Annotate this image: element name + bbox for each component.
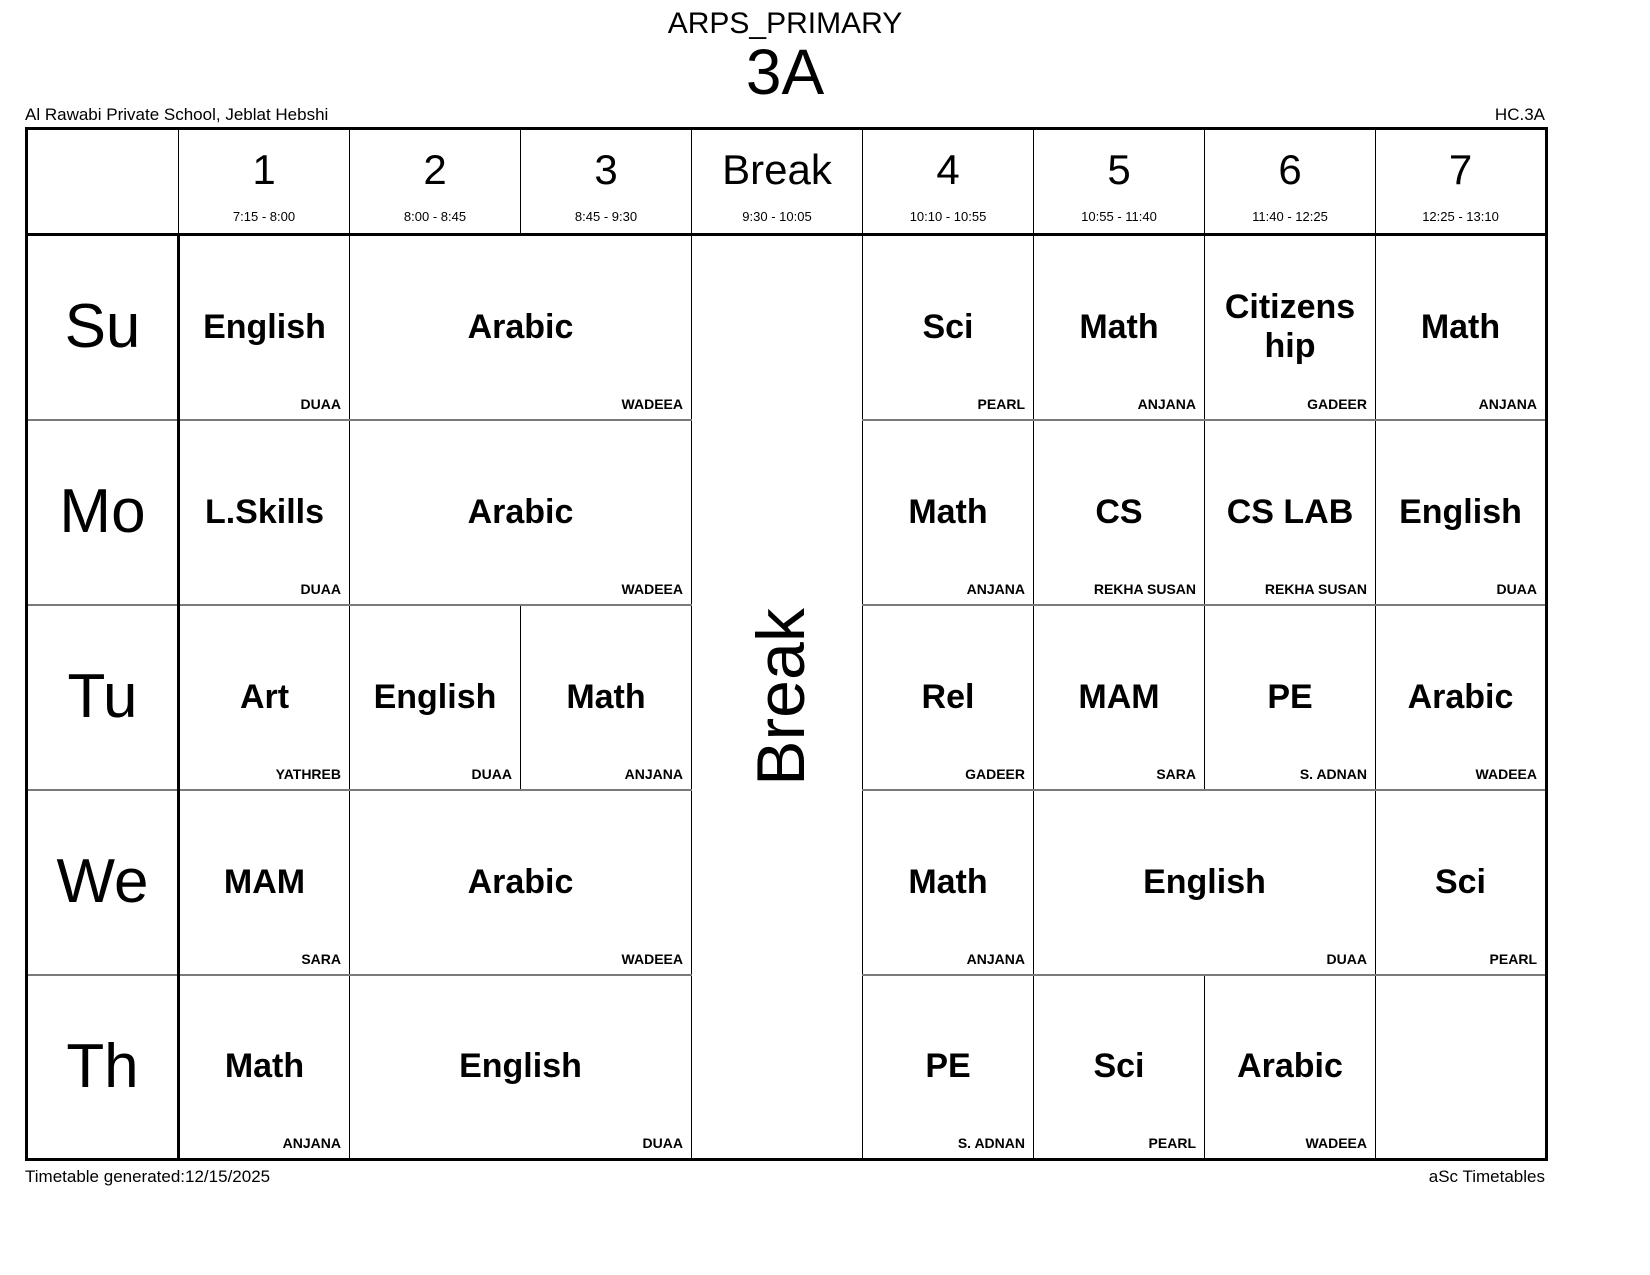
teacher-name: S. ADNAN [957,1135,1025,1152]
teacher-name: ANJANA [282,1135,341,1152]
period-header-7 [1376,129,1547,235]
subject-name: PE [1267,677,1313,716]
lesson-tu-p1 [179,605,350,790]
subject-name: Sci [1434,862,1487,901]
subject-name: Math [1420,307,1501,346]
subject-name: Sci [922,307,974,346]
subject-name: Math [908,862,988,901]
generated-date: Timetable generated:12/15/2025 [25,1167,271,1187]
lesson-su-p7 [1376,235,1547,420]
lesson-tu-p4 [863,605,1034,790]
day-label-we: We [27,790,179,975]
teacher-name: DUAA [1496,580,1537,597]
teacher-name: ANJANA [1137,395,1196,412]
lesson-mo-p1 [179,420,350,605]
teacher-name: PEARL [977,395,1025,412]
class-title: 3A [745,36,825,108]
lesson-su-p4 [863,235,1034,420]
period-number: 6 [1278,145,1302,193]
period-time: 12:25 - 13:10 [1422,209,1499,225]
subject-name: Art [239,677,290,716]
lesson-su-p1 [179,235,350,420]
teacher-name: WADEEA [621,395,683,412]
school-name: Al Rawabi Private School, Jeblat Hebshi [25,104,329,124]
meta-row [25,105,1545,127]
teacher-name: SARA [1156,765,1196,782]
period-time: 7:15 - 8:00 [232,209,296,225]
page-title: ARPS_PRIMARY [667,7,903,40]
teacher-name: WADEEA [1305,1135,1367,1152]
teacher-name: DUAA [642,1135,683,1152]
lesson-tu-p2 [350,605,521,790]
lesson-we-p5 [1034,790,1376,975]
period-number: 2 [423,145,447,193]
subject-name: CS [1095,492,1143,531]
teacher-name: REKHA SUSAN [1093,580,1196,597]
period-time: 11:40 - 12:25 [1252,209,1328,225]
teacher-name: DUAA [1326,950,1367,967]
lesson-we-p7 [1376,790,1547,975]
lesson-th-p5 [1034,975,1205,1160]
lesson-mo-p7 [1376,420,1547,605]
subject-name: English [459,1047,582,1086]
subject-name: English [203,307,326,346]
lesson-tu-p6 [1205,605,1376,790]
period-time: 10:10 - 10:55 [909,209,987,225]
period-time: 8:45 - 9:30 [574,209,638,225]
lesson-th-p4 [863,975,1034,1160]
lesson-mo-p4 [863,420,1034,605]
teacher-name: GADEER [965,765,1025,782]
teacher-name: ANJANA [1478,395,1537,412]
lesson-mo-p2 [350,420,692,605]
subject-name: Math [1079,307,1159,346]
break-column [692,235,863,1160]
period-number: 4 [936,145,960,193]
period-number: 1 [252,145,276,193]
timetable-page [25,0,1545,1188]
teacher-name: ANJANA [624,765,683,782]
timetable [25,127,1548,1161]
lesson-tu-p3 [521,605,692,790]
period-header-2 [350,129,521,235]
lesson-th-p2 [350,975,692,1160]
home-class-code: HC.3A [1494,104,1545,124]
lesson-tu-p5 [1034,605,1205,790]
subject-name: MAM [1078,677,1160,716]
subject-name: MAM [223,862,306,901]
subject-name: CS LAB [1226,492,1354,531]
teacher-name: PEARL [1148,1135,1196,1152]
subject-name: PE [925,1047,971,1086]
subject-name: Arabic [1407,677,1514,716]
teacher-name: WADEEA [621,580,683,597]
lesson-su-p2 [350,235,692,420]
subject-name: Citizenship [1224,288,1356,366]
lesson-mo-p6 [1205,420,1376,605]
period-header-5 [1034,129,1205,235]
teacher-name: ANJANA [966,580,1025,597]
day-label-th: Th [27,975,179,1160]
lesson-we-p1 [179,790,350,975]
teacher-name: WADEEA [1475,765,1537,782]
subject-name: English [1143,862,1266,901]
subject-name: Arabic [467,862,574,901]
subject-name: English [1399,492,1522,531]
day-label-su: Su [27,235,179,420]
subject-name: Math [908,492,988,531]
footer-row [25,1166,1545,1188]
teacher-name: PEARL [1489,950,1537,967]
teacher-name: GADEER [1307,395,1367,412]
period-number: 5 [1107,145,1131,193]
lesson-we-p2 [350,790,692,975]
lesson-th-p1 [179,975,350,1160]
period-time: 9:30 - 10:05 [742,209,812,225]
empty-lesson-cell [1376,975,1547,1160]
teacher-name: DUAA [300,580,341,597]
period-number: Break [722,145,832,193]
period-time: 10:55 - 11:40 [1081,209,1157,225]
lesson-th-p6 [1205,975,1376,1160]
lesson-su-p6 [1205,235,1376,420]
teacher-name: REKHA SUSAN [1264,580,1367,597]
subject-name: Arabic [1237,1047,1343,1086]
subject-name: Arabic [467,307,574,346]
subject-name: Sci [1093,1047,1145,1086]
period-header-4 [863,129,1034,235]
subject-name: Arabic [467,492,574,531]
period-header-1 [179,129,350,235]
break-label: Break [742,608,819,787]
teacher-name: YATHREB [275,765,341,782]
teacher-name: SARA [301,950,341,967]
teacher-name: S. ADNAN [1299,765,1367,782]
period-time: 8:00 - 8:45 [403,209,467,225]
lesson-we-p4 [863,790,1034,975]
subject-name: Math [224,1047,305,1086]
teacher-name: WADEEA [621,950,683,967]
lesson-mo-p5 [1034,420,1205,605]
corner-cell [27,129,179,235]
period-number: 3 [594,145,618,193]
teacher-name: ANJANA [966,950,1025,967]
subject-name: English [373,677,497,716]
day-label-tu: Tu [27,605,179,790]
day-label-mo: Mo [27,420,179,605]
subject-name: Rel [921,677,975,716]
lesson-su-p5 [1034,235,1205,420]
subject-name: L.Skills [204,492,325,531]
teacher-name: DUAA [471,765,512,782]
period-number: 7 [1448,145,1473,193]
period-header-break [692,129,863,235]
lesson-tu-p7 [1376,605,1547,790]
teacher-name: DUAA [300,395,341,412]
period-header-3 [521,129,692,235]
subject-name: Math [566,677,646,716]
period-header-6 [1205,129,1376,235]
asc-brand: aSc Timetables [1428,1167,1545,1187]
